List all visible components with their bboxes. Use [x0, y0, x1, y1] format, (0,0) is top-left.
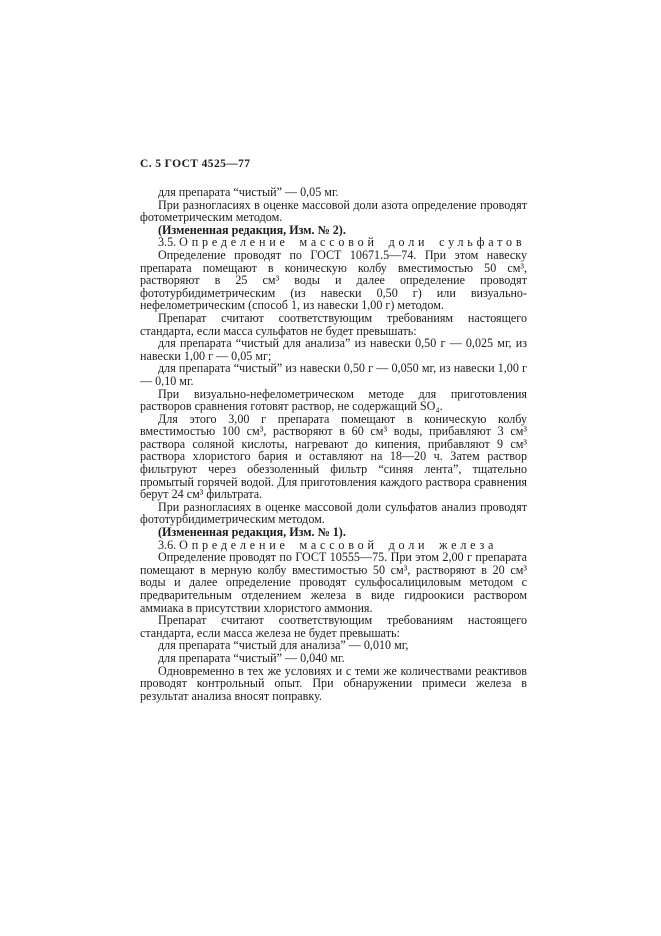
paragraph: Для этого 3,00 г препарата помещают в коническую колбу вместимостью 100 см³, растворяют в 60 см³ воды, прибавляют 3 см³ раствора соляной кислоты, нагревают до кипения, прибавляют 9 см³ раствора хлористого бария и оставляют на 18—20 ч. Затем раствор фильтруют через обеззоленный фильтр “синяя лента”, тщательно промытый горячей водой. Для приготовления каждого раствора сравнения берут 24 см³ фильтрата. — [140, 411, 527, 502]
section-title: Определение массовой доли железа — [179, 537, 498, 552]
paragraph: для препарата “чистый” из навески 0,50 г — 0,050 мг, из навески 1,00 г — 0,10 мг. — [140, 361, 527, 388]
paragraph: Одновременно в тех же условиях и с теми же количествами реактивов проводят контрольный опыт. При обнаружении примеси железа в результат анализа вносят поправку. — [140, 663, 527, 703]
paragraph: для препарата “чистый” — 0,040 мг. — [158, 650, 345, 665]
paragraph: Препарат считают соответствующим требованиям настоящего стандарта, если масса железа не будет превышать: — [140, 613, 527, 640]
paragraph: При визуально-нефелометрическом методе для приготовления растворов сравнения готовят раствор, не содержащий SO₄. — [140, 386, 527, 414]
page-header — [140, 158, 250, 170]
section-title: Определение массовой доли сульфатов — [179, 235, 526, 250]
paragraph: При разногласиях в оценке массовой доли сульфатов анализ проводят фототурбидиметрическим методом. — [140, 499, 527, 527]
paragraph: Определение проводят по ГОСТ 10671.5—74. При этом навеску препарата помещают в коническую колбу вместимостью 50 см³, растворяют в 25 см³ воды и далее определение проводят фототурбидиметрическим (из навески 0,50 г) или визуально-нефелометрическим (способ 1, из навески 1,00 г) методом. — [140, 247, 527, 313]
paragraph: При разногласиях в оценке массовой доли азота определение проводят фотометрическим методом. — [140, 197, 527, 225]
paragraph: Определение проводят по ГОСТ 10555—75. При этом 2,00 г препарата помещают в мерную колбу вместимостью 50 см³, растворяют в 20 см³ воды и далее определение проводят сульфосалициловым методом с предварительным отделением железа в виде гидроокиси раствором аммиака в присутствии хлористого аммония. — [140, 550, 527, 615]
paragraph: Препарат считают соответствующим требованиям настоящего стандарта, если масса сульфатов не будет превышать: — [140, 310, 527, 338]
paragraph: для препарата “чистый для анализа” — 0,010 мг, — [158, 638, 409, 653]
paragraph: для препарата “чистый для анализа” из навески 0,50 г — 0,025 мг, из навески 1,00 г — 0,05 мг; — [140, 336, 527, 363]
amendment-note: (Измененная редакция, Изм. № 1). — [158, 525, 346, 540]
section-number: 3.6. — [158, 537, 180, 552]
page-header-text: С. 5 ГОСТ 4525—77 — [140, 158, 251, 170]
section-number: 3.5. — [158, 235, 180, 250]
document-body — [140, 186, 527, 702]
amendment-note: (Измененная редакция, Изм. № 2). — [158, 222, 346, 237]
paragraph: для препарата “чистый” — 0,05 мг. — [158, 185, 339, 199]
